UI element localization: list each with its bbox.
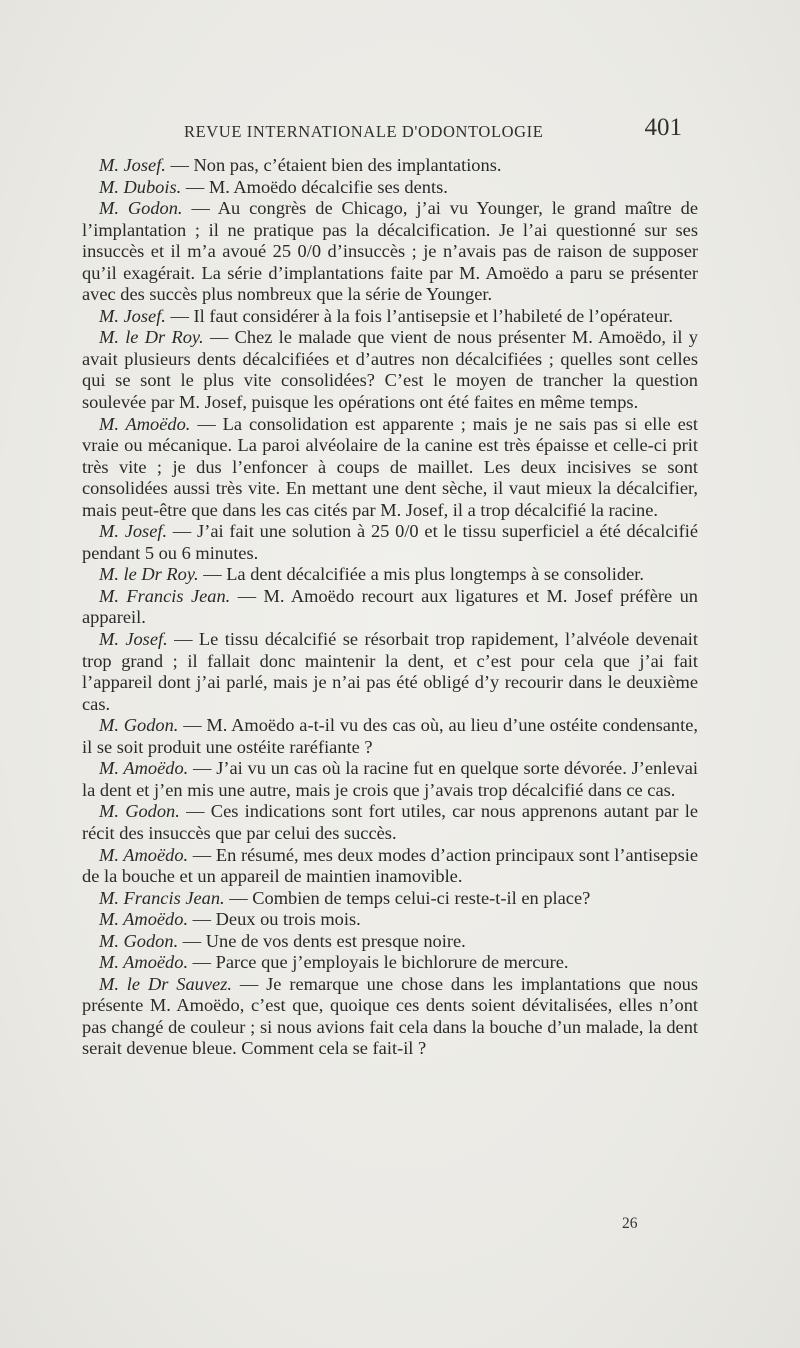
paragraph (82, 564, 698, 586)
paragraph-text: — Ces indications sont fort utiles, car nous apprenons autant par le récit des insuccès que par celui des succès. (82, 801, 698, 843)
speaker-name: M. Dubois. (99, 176, 182, 197)
paragraph-text: — Au congrès de Chicago, j’ai vu Younger, le grand maître de l’implantation ; il ne pratique pas la décalcification. Je l’ai questionné sur ses insuccès et il m’a avoué 25 0/0 d’insuccès ; je n’avais pas de raison de supposer qu’il exagérait. La série d’implantations faite par M. Amoëdo a paru se présenter avec des succès plus nombreux que la série de Younger. (82, 198, 698, 305)
signature-mark: 26 (622, 1215, 638, 1232)
page-number: 401 (644, 114, 682, 141)
speaker-name: M. Amoëdo. (99, 844, 189, 865)
paragraph-text: — Deux ou trois mois. (188, 909, 361, 930)
paragraph (82, 155, 698, 177)
paragraph (82, 414, 698, 522)
paragraph (82, 177, 698, 199)
speaker-name: M. Godon. (99, 715, 179, 736)
paragraph-text: — Parce que j’employais le bichlorure de mercure. (188, 952, 569, 973)
speaker-name: M. Godon. (99, 198, 183, 219)
speaker-name: M. Francis Jean. (99, 585, 231, 606)
paragraph (82, 758, 698, 801)
paragraph (82, 845, 698, 888)
speaker-name: M. Amoëdo. (99, 952, 189, 973)
paragraph (82, 931, 698, 953)
paragraph-text: — Combien de temps celui-ci reste-t-il en place? (224, 887, 591, 908)
speaker-name: M. le Dr Roy. (99, 564, 199, 585)
speaker-name: M. Josef. (99, 521, 168, 542)
paragraph-text: — Je remarque une chose dans les implantations que nous présente M. Amoëdo, c’est que, quoique ces dents soient dévitalisées, elles n’ont pas changé de couleur ; si nous avions fait cela dans la bouche d’un malade, la dent serait devenue bleue. Comment cela se fait-il ? (82, 973, 698, 1059)
paragraph-text: — Non pas, c’étaient bien des implantations. (165, 155, 502, 175)
paragraph-text: — La dent décalcifiée a mis plus longtemps à se consolider. (198, 564, 644, 585)
paragraph (82, 888, 698, 910)
paragraph-text: — J’ai vu un cas où la racine fut en quelque sorte dévorée. J’enlevai la dent et j’en mis une autre, mais je crois que j’avais trop décalcifié dans ce cas. (82, 758, 698, 800)
paragraph (82, 715, 698, 758)
paragraph-text: — J’ai fait une solution à 25 0/0 et le tissu superficiel a été décalcifié pendant 5 ou 6 minutes. (82, 521, 699, 563)
paragraph (82, 327, 698, 413)
paragraph (82, 909, 698, 931)
speaker-name: M. Francis Jean. (99, 887, 225, 908)
paragraph (82, 198, 698, 306)
paragraph-text: — Le tissu décalcifié se résorbait trop rapidement, l’alvéole devenait trop grand ; il fallait donc maintenir la dent, et c’est pour cela que j’ai fait l’appareil dont j’ai parlé, mais je n’ai pas été obligé d’y recourir dans le deuxième cas. (82, 629, 698, 714)
running-title: REVUE INTERNATIONALE D'ODONTOLOGIE (184, 122, 544, 141)
speaker-name: M. Amoëdo. (99, 758, 189, 779)
body-text (82, 155, 698, 1060)
paragraph-text: — M. Amoëdo recourt aux ligatures et M. Josef préfère un appareil. (82, 585, 699, 628)
page-header (82, 114, 682, 148)
speaker-name: M. Josef. (99, 155, 166, 175)
paragraph-text: — La consolidation est apparente ; mais je ne sais pas si elle est vraie ou mécanique. La paroi alvéolaire de la canine est très épaisse et celle-ci prit très vite ; je dus l’enfoncer à coups de maillet. Les deux incisives se sont consolidées aussi très vite. En mettant une dent sèche, il vaut mieux la décalcifier, mais peut-être que dans les cas cités par M. Josef, il a trop décalcifié la racine. (82, 413, 699, 520)
paragraph (82, 952, 698, 974)
paragraph-text: — Une de vos dents est presque noire. (178, 930, 466, 951)
paragraph (82, 801, 698, 844)
paragraph-text: — M. Amoëdo a-t-il vu des cas où, au lieu d’une ostéite condensante, il se soit produit une ostéite raréfiante ? (82, 715, 698, 757)
speaker-name: M. Godon. (99, 801, 180, 822)
speaker-name: M. Josef. (99, 629, 168, 650)
speaker-name: M. Amoëdo. (99, 909, 189, 930)
speaker-name: M. Amoëdo. (99, 413, 191, 434)
paragraph (82, 629, 698, 715)
paragraph-text: — Il faut considérer à la fois l’antisepsie et l’habileté de l’opérateur. (165, 305, 673, 326)
speaker-name: M. Godon. (99, 930, 179, 951)
paragraph-text: — M. Amoëdo décalcifie ses dents. (181, 176, 448, 197)
paragraph (82, 306, 698, 328)
paragraph-text: — Chez le malade que vient de nous présenter M. Amoëdo, il y avait plusieurs dents décalcifiées et d’autres non décalcifiées ; quelles sont celles qui se sont le plus vite consolidées? C’est le moyen de trancher la question soulevée par M. Josef, puisque les opérations ont été faites en même temps. (82, 327, 698, 413)
paragraph-text: — En résumé, mes deux modes d’action principaux sont l’antisepsie de la bouche et un appareil de maintien inamovible. (82, 844, 699, 887)
paragraph (82, 974, 698, 1060)
speaker-name: M. Josef. (99, 305, 166, 326)
paragraph (82, 521, 698, 564)
speaker-name: M. le Dr Sauvez. (99, 973, 232, 994)
speaker-name: M. le Dr Roy. (99, 327, 204, 348)
paragraph (82, 586, 698, 629)
